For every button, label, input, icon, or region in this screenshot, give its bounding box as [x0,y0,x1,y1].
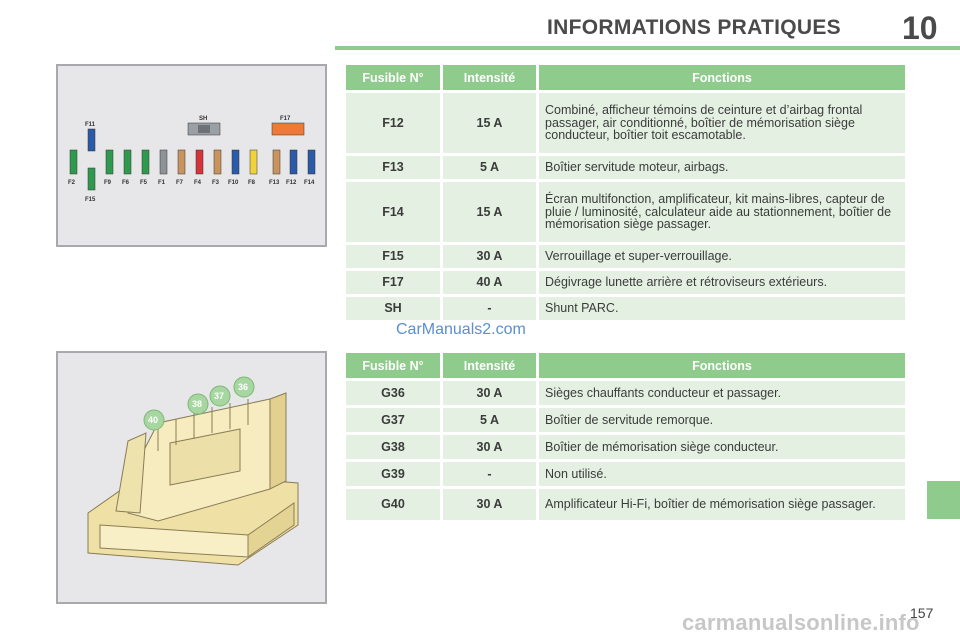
fuse-function: Amplificateur Hi-Fi, boîtier de mémorisation siège passager. [539,489,905,520]
fuse-amp: 30 A [443,435,536,459]
fuse-function: Dégivrage lunette arrière et rétroviseurs extérieurs. [539,271,905,294]
label-36: 36 [238,382,249,392]
fuse-amp: - [443,462,536,486]
table-header-row [346,65,905,90]
fuse-f15 [88,168,95,190]
chapter-title: INFORMATIONS PRATIQUES [547,16,841,39]
label-f12: F12 [286,180,297,186]
fuse-f7 [178,150,185,174]
label-f8: F8 [248,180,256,186]
label-f15: F15 [85,197,96,203]
fuse-box-diagram [56,64,327,247]
table-row [346,408,905,432]
fuse-id: F13 [346,156,440,179]
fuse-amp: 5 A [443,408,536,432]
auxiliary-fuse-box-diagram [56,351,327,604]
fuse-id: F14 [346,182,440,242]
label-f6: F6 [122,180,130,186]
label-f13: F13 [269,180,280,186]
label-f5: F5 [140,180,148,186]
fuse-f4 [196,150,203,174]
fuse-amp: - [443,297,536,320]
fuse-function: Boîtier de mémorisation siège conducteur. [539,435,905,459]
fuse-amp: 15 A [443,93,536,153]
fuse-layout-illustration [58,66,325,245]
table-row [346,245,905,268]
fuse-f12 [290,150,297,174]
fuse-function: Non utilisé. [539,462,905,486]
fuse-amp: 40 A [443,271,536,294]
fuse-amp: 30 A [443,245,536,268]
fuse-id: G36 [346,381,440,405]
fuse-f1 [160,150,167,174]
fuse-function: Boîtier de servitude remorque. [539,408,905,432]
fuse-function: Shunt PARC. [539,297,905,320]
label-f4: F4 [194,180,202,186]
fuse-f13 [273,150,280,174]
fuse-function: Verrouillage et super-verrouillage. [539,245,905,268]
table-row [346,462,905,486]
header-divider [335,46,960,50]
label-f14: F14 [304,180,315,186]
fuse-f3 [214,150,221,174]
table-row [346,182,905,242]
fuse-f10 [232,150,239,174]
table-row [346,381,905,405]
fuse-function: Écran multifonction, amplificateur, kit mains-libres, capteur de pluie / luminosité, calculateur aide au stationnement, boîtier de mémorisation siège passager. [539,182,905,242]
label-f10: F10 [228,180,239,186]
watermark-carmanualsonline: carmanualsonline.info [682,610,920,635]
label-37: 37 [214,391,225,401]
fuse-id: G40 [346,489,440,520]
fuse-f6 [124,150,131,174]
auxiliary-box-illustration [58,353,325,602]
header-functions: Fonctions [539,65,905,90]
table-row [346,93,905,153]
header-intensity: Intensité [443,353,536,378]
label-sh: SH [199,116,208,122]
table-row [346,489,905,520]
fuse-id: G37 [346,408,440,432]
watermark-carmanuals2: CarManuals2.com [396,321,526,338]
fuse-amp: 30 A [443,489,536,520]
fuse-function: Sièges chauffants conducteur et passager. [539,381,905,405]
label-38: 38 [192,399,203,409]
page-number: 157 [910,605,934,621]
table-row [346,271,905,294]
fuse-function: Boîtier servitude moteur, airbags. [539,156,905,179]
table-row [346,297,905,320]
header-fuse-no: Fusible N° [346,65,440,90]
fuse-amp: 30 A [443,381,536,405]
fuse-f5 [142,150,149,174]
table-row [346,156,905,179]
fuse-id: F15 [346,245,440,268]
header-functions: Fonctions [539,353,905,378]
fuse-id: F17 [346,271,440,294]
fuse-id: F12 [346,93,440,153]
label-f9: F9 [104,180,112,186]
label-f3: F3 [212,180,220,186]
fuse-f11 [88,129,95,151]
fuse-table-main [343,62,908,323]
fuse-id: G39 [346,462,440,486]
fuse-amp: 15 A [443,182,536,242]
chapter-side-tab [927,481,960,519]
fuse-table-auxiliary [343,350,908,523]
fuse-f8 [250,150,257,174]
label-40: 40 [148,415,159,425]
table-row [346,435,905,459]
label-f7: F7 [176,180,184,186]
fuse-f2 [70,150,77,174]
table-header-row [346,353,905,378]
header-intensity: Intensité [443,65,536,90]
box-body-side [270,393,286,489]
fuse-f17 [272,123,304,135]
label-f17: F17 [280,116,291,122]
chapter-number: 10 [902,10,938,46]
label-f1: F1 [158,180,166,186]
fuse-f14 [308,150,315,174]
fuse-id: SH [346,297,440,320]
label-f11: F11 [85,122,96,128]
label-f2: F2 [68,180,76,186]
fuse-id: G38 [346,435,440,459]
shunt-sh-inner [198,125,210,133]
fuse-f9 [106,150,113,174]
fuse-function: Combiné, afficheur témoins de ceinture et d’airbag frontal passager, air conditionné, boîtier de mémorisation siège conducteur, boîtier toit escamotable. [539,93,905,153]
header-fuse-no: Fusible N° [346,353,440,378]
fuse-amp: 5 A [443,156,536,179]
